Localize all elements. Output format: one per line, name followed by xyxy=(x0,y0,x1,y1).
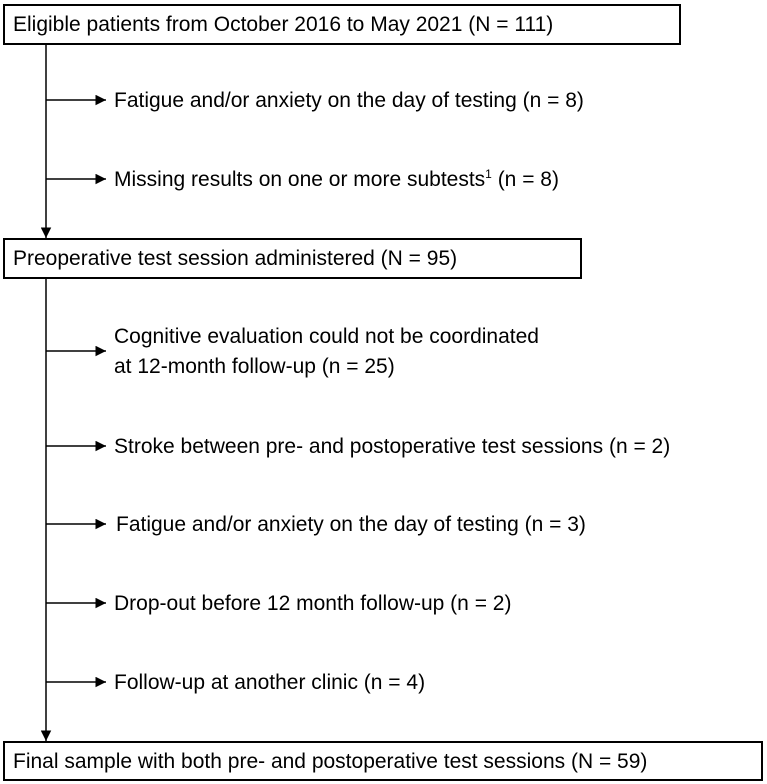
eligible-patients-box xyxy=(3,4,681,45)
exclusion-missing-subtests xyxy=(114,165,559,195)
exclusion-fatigue-anxiety-stage2 xyxy=(116,510,586,540)
exclusion-text: Follow-up at another clinic (n = 4) xyxy=(114,671,426,694)
exclusion-text: Drop-out before 12 month follow-up (n = 2) xyxy=(114,592,512,615)
exclusion-other-clinic xyxy=(114,668,425,698)
exclusion-text: Fatigue and/or anxiety on the day of testing (n = 8) xyxy=(114,89,584,112)
exclusion-stroke xyxy=(114,432,670,462)
exclusion-count: (n = 8) xyxy=(491,168,559,191)
exclusion-text: Missing results on one or more subtests xyxy=(114,168,486,191)
preoperative-session-box xyxy=(3,238,582,279)
exclusion-text-line2: at 12-month follow-up (n = 25) xyxy=(114,355,395,378)
exclusion-text-line1: Cognitive evaluation could not be coordinated xyxy=(114,325,539,348)
eligible-patients-text: Eligible patients from October 2016 to May 2021 (N = 111) xyxy=(13,13,554,36)
preoperative-session-text: Preoperative test session administered (N = 95) xyxy=(13,247,458,270)
exclusion-cognitive-evaluation xyxy=(114,322,539,382)
final-sample-text: Final sample with both pre- and postoperative test sessions (N = 59) xyxy=(13,749,648,773)
exclusion-text: Fatigue and/or anxiety on the day of testing (n = 3) xyxy=(116,513,586,536)
final-sample-box xyxy=(3,741,763,781)
footnote-marker: 1 xyxy=(485,167,492,181)
exclusion-fatigue-anxiety-stage1 xyxy=(114,86,584,116)
exclusion-text: Stroke between pre- and postoperative test sessions (n = 2) xyxy=(114,435,671,458)
exclusion-drop-out xyxy=(114,589,511,619)
